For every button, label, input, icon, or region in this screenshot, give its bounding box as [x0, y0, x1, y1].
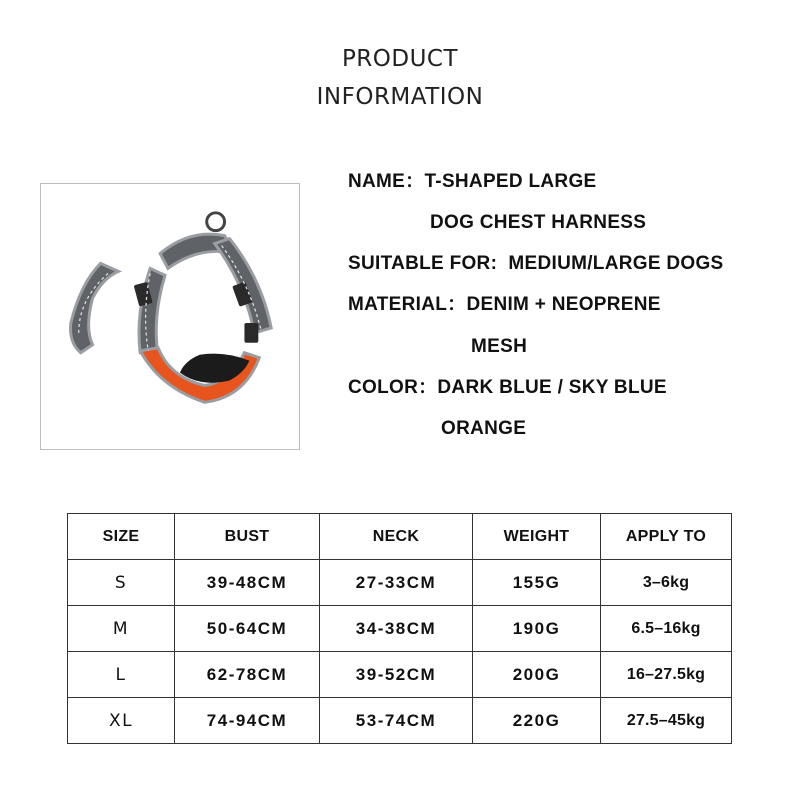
header-bust: BUST	[175, 514, 320, 560]
neck-cell: 27-33CM	[320, 560, 473, 606]
suitable-label: SUITABLE FOR:	[348, 253, 498, 274]
suitable-row	[348, 250, 724, 278]
size-cell: M	[68, 606, 175, 652]
header-apply-to: APPLY TO	[601, 514, 732, 560]
apply-to-cell: 16–27.5kg	[601, 652, 732, 698]
color-label: COLOR：	[348, 377, 438, 398]
name-label: NAME：	[348, 171, 425, 192]
title-line-2: INFORMATION	[316, 84, 484, 110]
table-row	[68, 652, 732, 698]
material-label: MATERIAL：	[348, 294, 467, 315]
bust-cell: 50-64CM	[175, 606, 320, 652]
leash-ring-icon	[207, 213, 225, 231]
neck-cell: 53-74CM	[320, 698, 473, 744]
name-value-line1: T-SHAPED LARGE	[424, 171, 597, 192]
table-row	[68, 698, 732, 744]
neck-cell: 34-38CM	[320, 606, 473, 652]
apply-to-cell: 27.5–45kg	[601, 698, 732, 744]
apply-to-cell: 6.5–16kg	[601, 606, 732, 652]
apply-to-cell: 3–6kg	[601, 560, 732, 606]
color-value-line1: DARK BLUE / SKY BLUE	[437, 377, 667, 398]
size-cell: L	[68, 652, 175, 698]
bust-cell: 39-48CM	[175, 560, 320, 606]
header-neck: NECK	[320, 514, 473, 560]
weight-cell: 220G	[473, 698, 601, 744]
page-title	[0, 40, 800, 116]
weight-cell: 200G	[473, 652, 601, 698]
title-line-1: PRODUCT	[341, 46, 459, 72]
table-header-row	[68, 514, 732, 560]
color-row	[348, 374, 667, 402]
material-row	[348, 291, 661, 319]
suitable-value: MEDIUM/LARGE DOGS	[508, 253, 724, 274]
material-value-line1: DENIM + NEOPRENE	[466, 294, 661, 315]
header-weight: WEIGHT	[473, 514, 601, 560]
neck-cell: 39-52CM	[320, 652, 473, 698]
product-photo	[40, 183, 300, 450]
bust-cell: 74-94CM	[175, 698, 320, 744]
size-cell: XL	[68, 698, 175, 744]
color-value-line2: ORANGE	[441, 418, 527, 439]
table-row	[68, 560, 732, 606]
material-value-line2: MESH	[471, 336, 528, 357]
dog-harness-illustration	[41, 184, 299, 449]
size-cell: S	[68, 560, 175, 606]
size-chart-table	[67, 513, 732, 744]
header-size: SIZE	[68, 514, 175, 560]
name-value-line2: DOG CHEST HARNESS	[430, 212, 647, 233]
table-row	[68, 606, 732, 652]
name-row	[348, 168, 597, 196]
weight-cell: 155G	[473, 560, 601, 606]
bust-cell: 62-78CM	[175, 652, 320, 698]
weight-cell: 190G	[473, 606, 601, 652]
